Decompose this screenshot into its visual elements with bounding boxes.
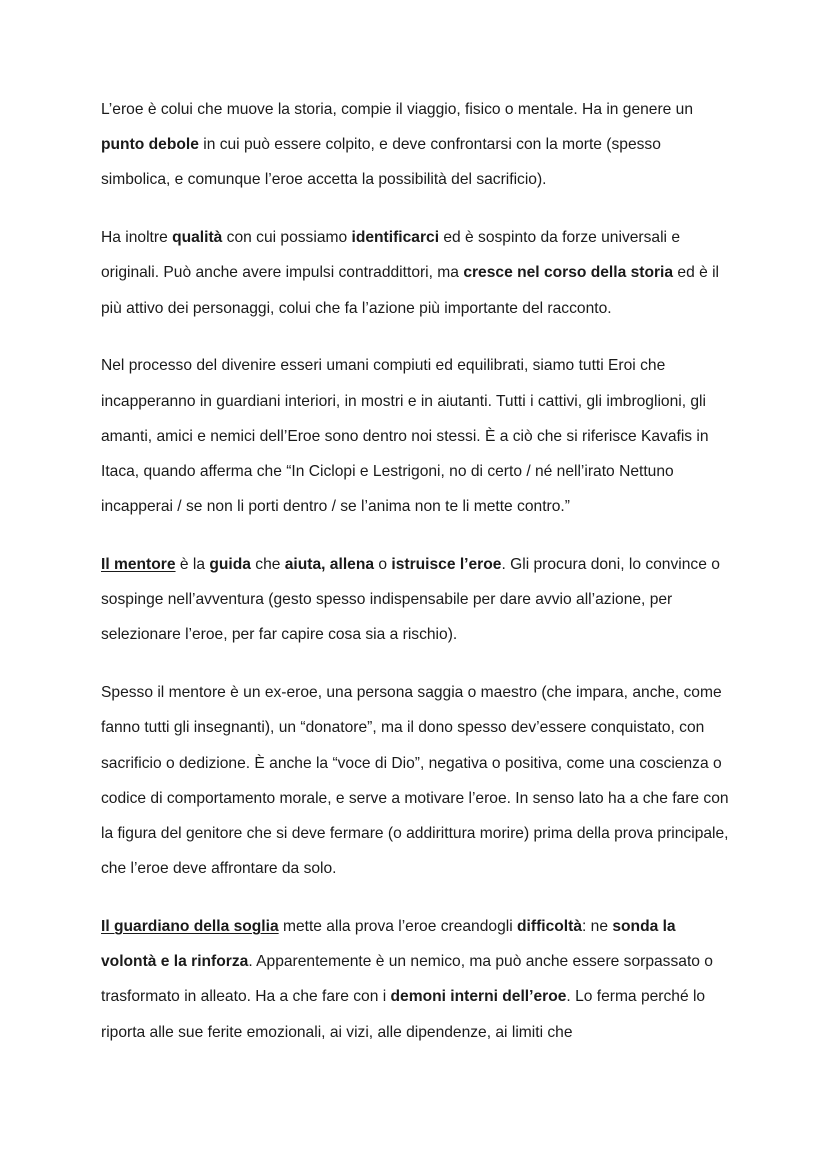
paragraph: [101, 92, 731, 198]
bold-text-segment: Il guardiano della soglia: [101, 918, 279, 936]
text-segment: L’eroe è colui che muove la storia, compie il viaggio, fisico o mentale. Ha in genere un: [101, 101, 694, 118]
bold-text-segment: identificarci: [351, 229, 440, 247]
paragraph: [101, 220, 731, 326]
document-body: [101, 92, 731, 1050]
bold-text-segment: difficoltà: [517, 918, 582, 936]
bold-text-segment: guida: [209, 556, 251, 574]
bold-text-segment: Il mentore: [101, 556, 176, 574]
bold-text-segment: aiuta, allena: [284, 556, 375, 574]
text-segment: . Gli procura doni, lo convince o sospinge nell’avventura (gesto spesso indispensabile per dare avvio all’azione, per selezionare l’eroe, per far capire cosa sia a rischio).: [101, 556, 720, 644]
text-segment: Ha inoltre: [101, 229, 173, 247]
paragraph: [101, 909, 731, 1050]
bold-text-segment: qualità: [172, 229, 223, 247]
bold-text-segment: punto debole: [101, 136, 199, 154]
bold-text-segment: istruisce l’eroe: [391, 556, 502, 574]
text-segment: che: [250, 556, 285, 574]
bold-text-segment: cresce nel corso della storia: [463, 264, 674, 282]
text-segment: Spesso il mentore è un ex-eroe, una persona saggia o maestro (che impara, anche, come fanno tutti gli insegnanti), un “donatore”, ma il dono spesso dev’essere conquistato, con sacrificio o dedizione. È anche la “voce di Dio”, negativa o positiva, come una coscienza o codice di comportamento morale, e serve a motivare l’eroe. In senso lato ha a che fare con la figura del genitore che si deve fermare (o addirittura morire) prima della prova principale, che l’eroe deve affrontare da solo.: [101, 684, 729, 878]
paragraph: [101, 547, 731, 653]
text-segment: Nel processo del divenire esseri umani compiuti ed equilibrati, siamo tutti Eroi che incapperanno in guardiani interiori, in mostri e in aiutanti. Tutti i cattivi, gli imbroglioni, gli amanti, amici e nemici dell’Eroe sono dentro noi stessi. È a ciò che si riferisce Kavafis in Itaca, quando afferma che “In Ciclopi e Lestrigoni, no di certo / né nell’irato Nettuno incapperai / se non li porti dentro / se l’anima non te li mette contro.”: [101, 357, 709, 516]
paragraph: [101, 675, 731, 886]
text-segment: con cui possiamo: [222, 229, 352, 247]
text-segment: ed è il più attivo dei personaggi, colui che fa l’azione più importante del racconto.: [101, 264, 720, 317]
bold-text-segment: demoni interni dell’eroe: [390, 988, 567, 1006]
text-segment: . Lo ferma perché lo riporta alle sue ferite emozionali, ai vizi, alle dipendenze, ai limiti che: [101, 988, 706, 1041]
text-segment: in cui può essere colpito, e deve confrontarsi con la morte (spesso simbolica, e comunque l’eroe accetta la possibilità del sacrificio).: [101, 136, 661, 189]
text-segment: è la: [175, 556, 210, 574]
paragraph: [101, 348, 731, 524]
text-segment: : ne: [582, 918, 613, 936]
bold-text-segment: sonda la volontà e la rinforza: [101, 918, 676, 971]
text-segment: mette alla prova l’eroe creandogli: [278, 918, 518, 936]
text-segment: . Apparentemente è un nemico, ma può anche essere sorpassato o trasformato in alleato. Ha a che fare con i: [101, 953, 713, 1006]
text-segment: o: [374, 556, 392, 574]
text-segment: ed è sospinto da forze universali e originali. Può anche avere impulsi contraddittori, ma: [101, 229, 681, 282]
